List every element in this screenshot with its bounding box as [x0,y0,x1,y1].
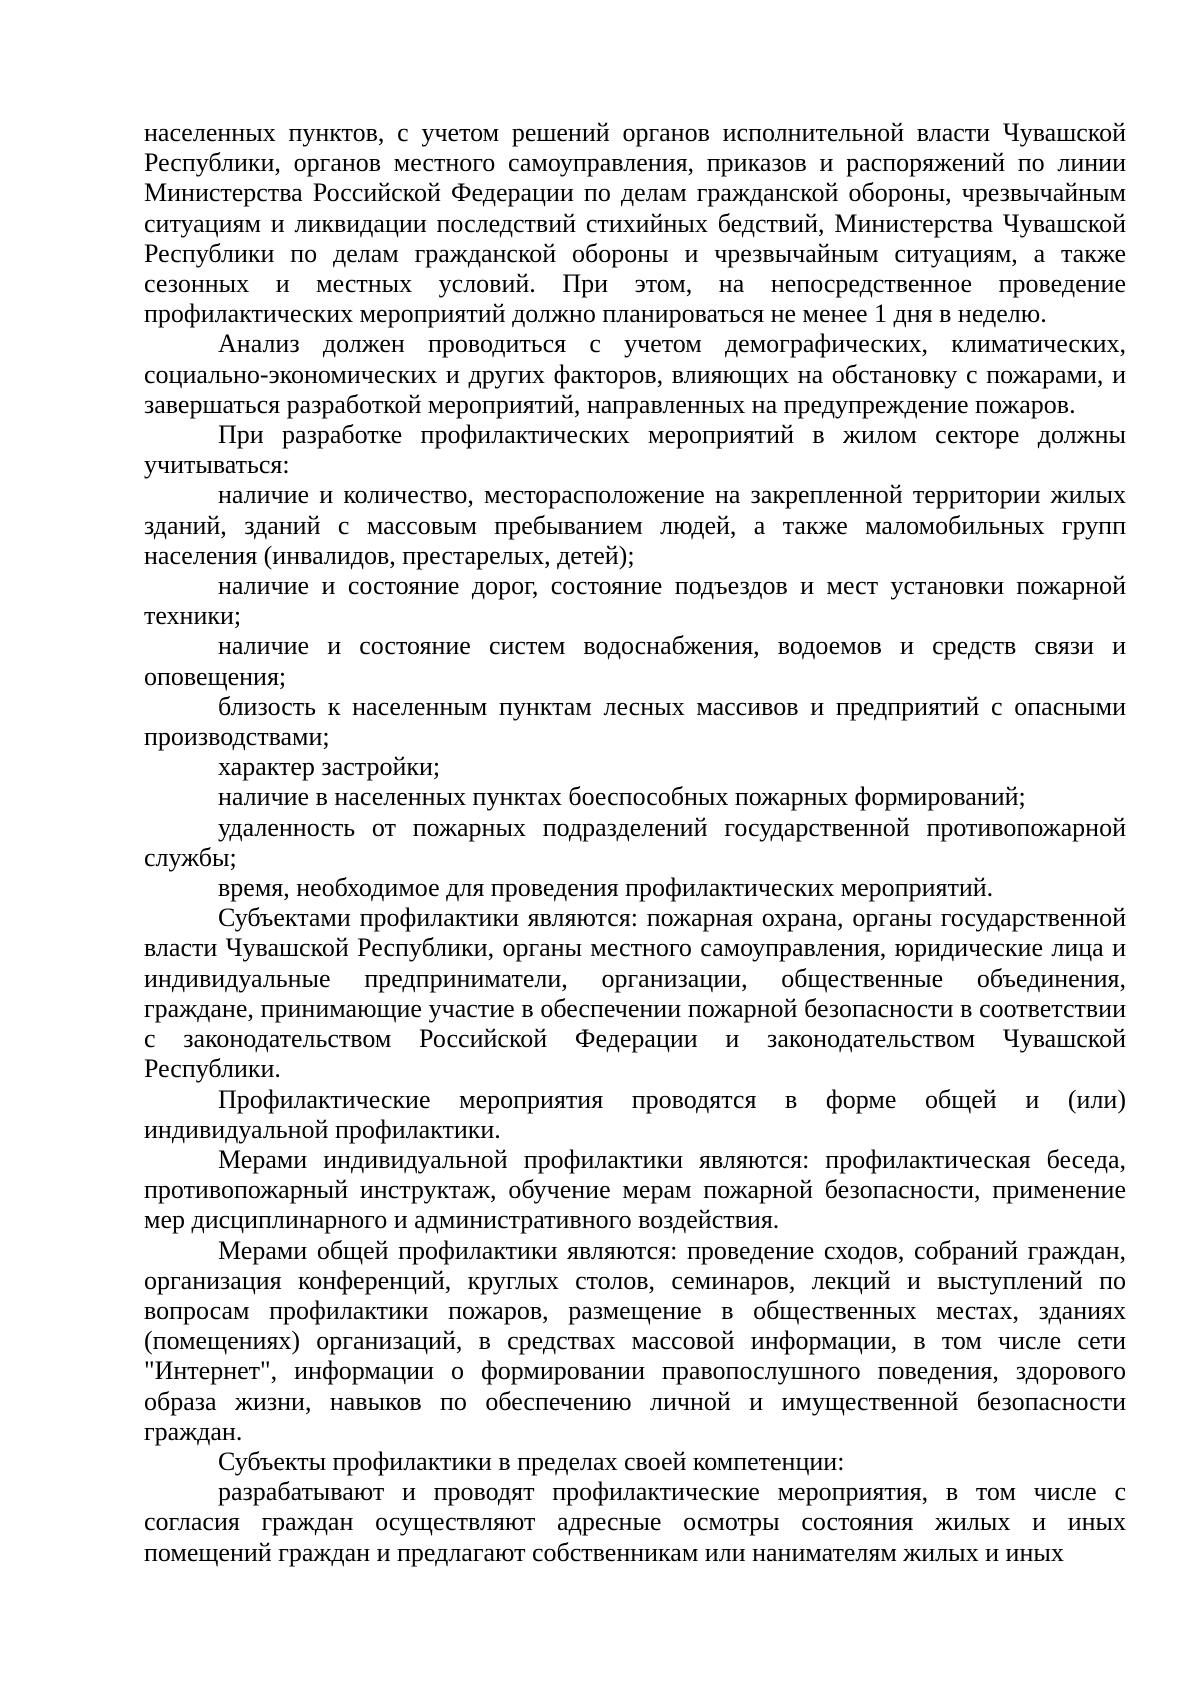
list-item-buildings: наличие и количество, месторасположение на закрепленной территории жилых зданий, зданий с массовым пребыванием людей, а также маломобильных групп населения (инвалидов, престарелых, детей); [144,480,1126,570]
list-item-time: время, необходимое для проведения профилактических мероприятий. [218,873,994,903]
paragraph-subjects-competence: Субъекты профилактики в пределах своей компетенции: [218,1446,845,1476]
document-body [144,118,1126,1568]
list-item-fire-units: наличие в населенных пунктах боеспособных пожарных формирований; [218,782,1026,812]
paragraph-prevention-subjects: Субъектами профилактики являются: пожарная охрана, органы государственной власти Чувашской Республики, органы местного самоуправления, юридические лица и индивидуальные предприниматели, организации, общественные объединения, граждане, принимающие участие в обеспечении пожарной безопасности в соответствии с законодательством Российской Федерации и законодательством Чувашской Республики. [144,903,1126,1084]
paragraph-individual-measures: Мерами индивидуальной профилактики являются: профилактическая беседа, противопожарный инструктаж, обучение мерам пожарной безопасности, применение мер дисциплинарного и административного воздействия. [144,1144,1126,1235]
paragraph-residential-planning: При разработке профилактических мероприятий в жилом секторе должны учитываться: [144,420,1126,480]
list-item-forests: близость к населенным пунктам лесных массивов и предприятий с опасными производствами; [144,691,1126,752]
list-item-develop-measures: разрабатывают и проводят профилактические мероприятия, в том числе с согласия граждан осуществляют адресные осмотры состояния жилых и иных помещений граждан и предлагают собственникам или нанимателям жилых и иных [144,1477,1126,1567]
paragraph-analysis: Анализ должен проводиться с учетом демографических, климатических, социально-экономических и других факторов, влияющих на обстановку с пожарами, и завершаться разработкой мероприятий, направленных на предупреждение пожаров. [144,329,1126,419]
list-item-development: характер застройки; [218,752,441,782]
paragraph-general-measures: Мерами общей профилактики являются: проведение сходов, собраний граждан, организация конференций, круглых столов, семинаров, лекций и выступлений по вопросам профилактики пожаров, размещение в общественных местах, зданиях (помещениях) организаций, в средствах массовой информации, в том числе сети "Интернет", информации о формировании правопослушного поведения, здорового образа жизни, навыков по обеспечению личной и имущественной безопасности граждан. [144,1235,1126,1446]
paragraph-prevention-forms: Профилактические мероприятия проводятся в форме общей и (или) индивидуальной профилактики. [144,1084,1126,1144]
list-item-water-supply: наличие и состояние систем водоснабжения, водоемов и средств связи и оповещения; [144,631,1126,691]
paragraph-continuation: населенных пунктов, с учетом решений органов исполнительной власти Чувашской Республики, органов местного самоуправления, приказов и распоряжений по линии Министерства Российской Федерации по делам гражданской обороны, чрезвычайным ситуациям и ликвидации последствий стихийных бедствий, Министерства Чувашской Республики по делам гражданской обороны и чрезвычайным ситуациям, а также сезонных и местных условий. При этом, на непосредственное проведение профилактических мероприятий должно планироваться не менее 1 дня в неделю. [144,118,1126,329]
list-item-roads: наличие и состояние дорог, состояние подъездов и мест установки пожарной техники; [144,571,1126,631]
list-item-distance: удаленность от пожарных подразделений государственной противопожарной службы; [144,812,1126,872]
